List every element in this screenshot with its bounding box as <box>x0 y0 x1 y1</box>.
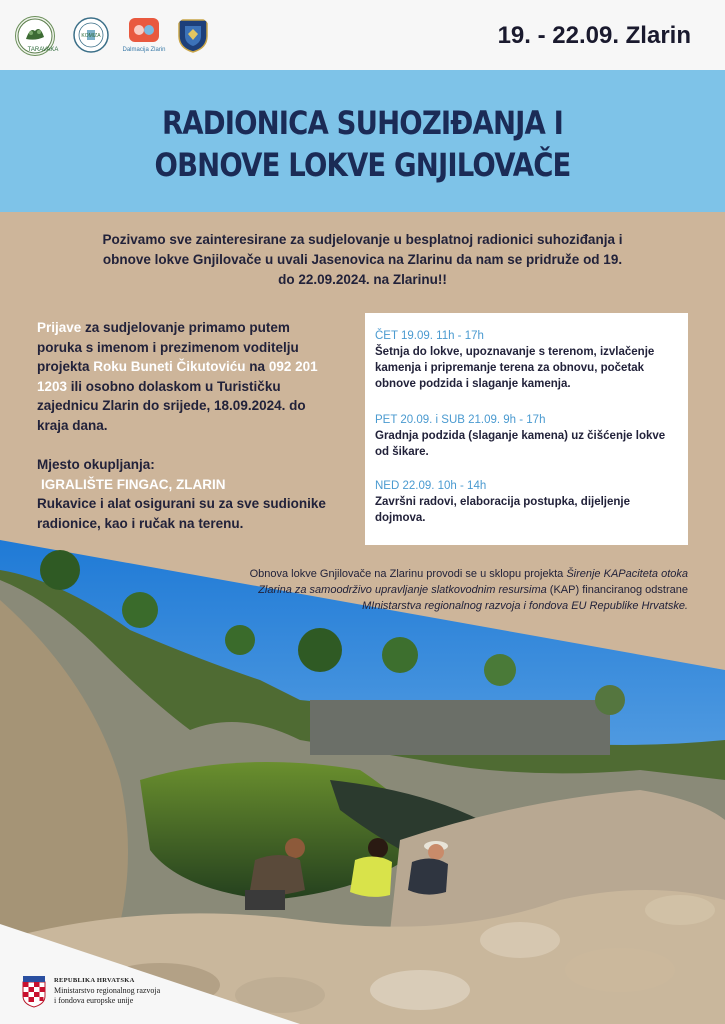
registration-text-3: ili osobno dolaskom u Turističku zajednicu Zlarin do srijede, 18.09.2024. do kraja dana. <box>37 378 306 433</box>
schedule-item <box>375 478 680 526</box>
registration-text <box>37 318 337 435</box>
registration-text-2: na <box>245 359 269 374</box>
prijave-label: Prijave <box>37 320 82 335</box>
footer-line-3: i fondova europske unije <box>54 996 134 1005</box>
contact-name[interactable]: Roku Buneti Čikutoviću <box>93 359 246 374</box>
project-middle: (KAP) financiranog odstrane <box>546 584 688 596</box>
footer-line-2: Ministarstvo regionalnog razvoja <box>54 986 161 995</box>
shield-logo-icon <box>174 16 212 54</box>
schedule-day: ČET 19.09. 11h - 17h <box>375 330 484 342</box>
contact-phone[interactable]: 092 201 1203 <box>37 359 318 394</box>
schedule-day: NED 22.09. 10h - 14h <box>375 480 487 492</box>
schedule-desc: Završni radovi, elaboracija postupka, dijeljenje dojmova. <box>375 496 631 524</box>
page-title <box>51 102 675 186</box>
schedule-box <box>365 313 688 545</box>
header-bar <box>0 0 725 70</box>
project-prefix: Obnova lokve Gnjilovače na Zlarinu provodi se u sklopu projekta <box>249 568 567 580</box>
intro-text: Pozivamo sve zainteresirane za sudjelovanje u besplatnoj radionici suhoziđanja i obnove lokve Gnjilovače u uvali Jasenovica na Zlarinu da nam se pridruže od 19. do 22.09.2024. na Zlarinu!! <box>102 232 623 287</box>
schedule-desc: Gradnja podzida (slaganje kamena) uz čišćenje lokve od šikare. <box>375 430 666 458</box>
project-funder: MInistarstva regionalnog razvoja i fondova EU Republike Hrvatske. <box>362 600 688 612</box>
project-info <box>220 566 688 614</box>
schedule-item <box>375 328 680 392</box>
title-line-1: RADIONICA SUHOZIĐANJA I <box>161 104 564 142</box>
meeting-label: Mjesto okupljanja: <box>37 457 155 472</box>
ministry-footer <box>54 976 160 1006</box>
registration-text-1: za sudjelovanje primamo putem poruka s imenom i prezimenom voditelju projekta <box>37 320 299 374</box>
registration-block <box>37 318 337 533</box>
project-name: Širenje KAPaciteta otoka Zlarina za samoodrživo upravljanje slatkovodnim resursima <box>258 568 688 596</box>
title-line-2: OBNOVE LOKVE GNJILOVAČE <box>154 146 571 184</box>
meeting-note: Rukavice i alat osigurani su za sve sudionike radionice, kao i ručak na terenu. <box>37 496 326 531</box>
footer-line-1: REPUBLIKA HRVATSKA <box>54 977 135 984</box>
schedule-desc: Šetnja do lokve, upoznavanje s terenom, izvlačenje kamenja i pripremanje terena za obnovu, početak obnove podzida i slaganje kamenja. <box>375 346 655 390</box>
meeting-place: IGRALIŠTE FINGAC, ZLARIN <box>41 476 226 492</box>
croatia-coat-of-arms-icon <box>22 974 46 1013</box>
schedule-item <box>375 412 680 460</box>
schedule-day: PET 20.09. i SUB 21.09. 9h - 17h <box>375 414 546 426</box>
udruga-logo-label: TARAVAKA <box>27 47 59 53</box>
event-date: 19. - 22.09. Zlarin <box>497 22 691 49</box>
dalmacija-logo-label: Dalmacija Zlarin <box>122 47 166 53</box>
grad-logo-label: KOMIZA <box>81 33 101 39</box>
